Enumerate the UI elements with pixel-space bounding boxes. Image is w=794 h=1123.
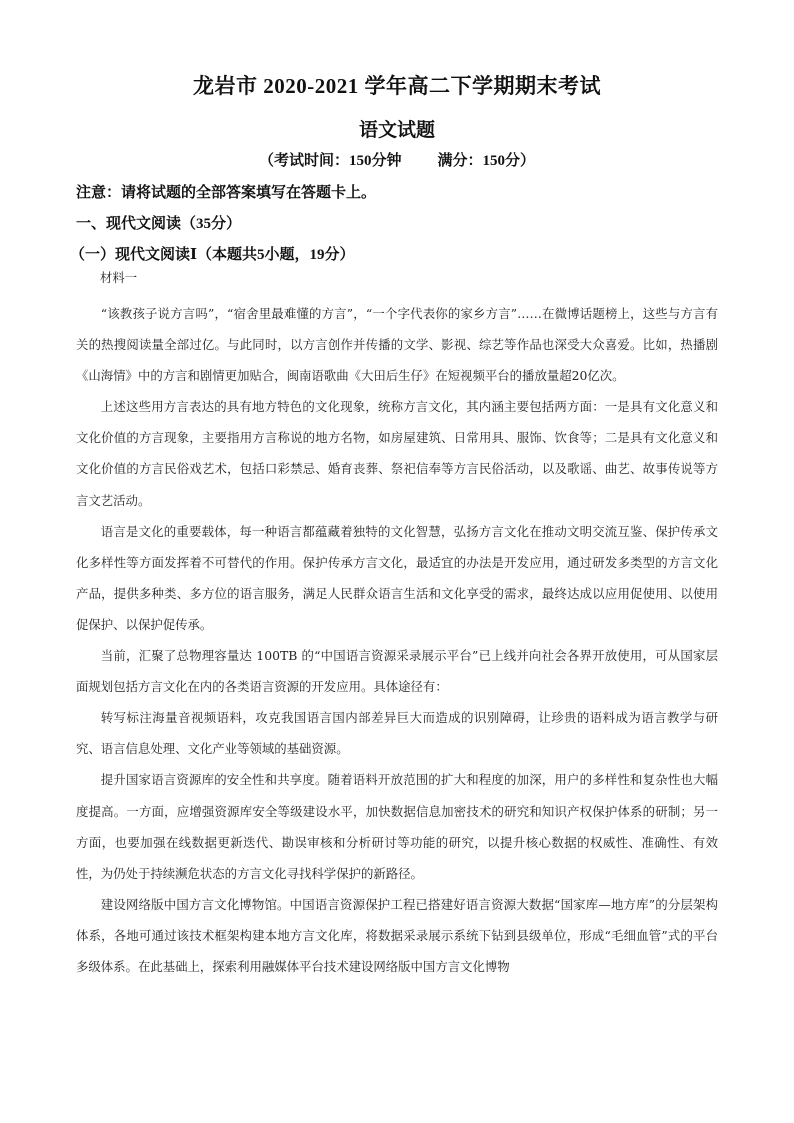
document-subtitle: 语文试题 [358, 120, 435, 141]
subsection-heading: （一）现代文阅读Ⅰ（本题共5小题，19分） [70, 247, 355, 263]
material-label: 材料一 [100, 270, 138, 285]
paragraph: 转写标注海量音视频语料，攻克我国语言国内部差异巨大而造成的识别障碍，让珍贵的语料成为语言教学与研究、语言信息处理、文化产业等领域的基础资源。 [76, 710, 718, 757]
paragraph: 上述这些用方言表达的具有地方特色的文化现象，统称方言文化，其内涵主要包括两方面：一是具有文化意义和文化价值的方言现象，主要指用方言称说的地方名物，如房屋建筑、日常用具、服饰、饮食等；二是具有文化意义和文化价值的方言民俗戏艺术，包括口彩禁忌、婚育丧葬、祭祀信奉等方言民俗活动，以及歌谣、曲艺、故事传说等方言文艺活动。 [76, 399, 718, 508]
paragraph: “该教孩子说方言吗”，“宿舍里最难懂的方言”，“一个字代表你的家乡方言”……在微博话题榜上，这些与方言有关的热搜阅读量全部过亿。与此同时，以方言创作并传播的文学、影视、综艺等作品也深受大众喜爱。比如，热播剧《山海情》中的方言和剧情更加贴合，闽南语歌曲《大田后生仔》在短视频平台的播放量超20亿次。 [76, 306, 718, 384]
paragraph: 当前，汇聚了总物理容量达 100TB 的“中国语言资源采录展示平台”已上线并向社会各界开放使用，可从国家层面规划包括方言文化在内的各类语言资源的开发应用。具体途径有： [76, 648, 718, 695]
full-score: 满分：150分） [437, 153, 536, 169]
document-title: 龙岩市 2020-2021 学年高二下学期期末考试 [193, 74, 601, 98]
paragraph: 语言是文化的重要载体，每一种语言都蕴藏着独特的文化智慧，弘扬方言文化在推动文明交流互鉴、保护传承文化多样性等方面发挥着不可替代的作用。保护传承方言文化，最适宜的办法是开发应用，通过研发多类型的方言文化产品，提供多种类、多方位的语言服务，满足人民群众语言生活和文化享受的需求，最终达成以应用促使用、以使用促保护、以保护促传承。 [76, 523, 718, 632]
article-body [76, 298, 718, 982]
paragraph: 提升国家语言资源库的安全性和共享度。随着语料开放范围的扩大和程度的加深，用户的多样性和复杂性也大幅度提高。一方面，应增强资源库安全等级建设水平，加快数据信息加密技术的研究和知识产权保护体系的研制；另一方面，也要加强在线数据更新迭代、勘误审核和分析研讨等功能的研究，以提升核心数据的权威性、准确性、有效性，为仍处于持续濒危状态的方言文化寻找科学保护的新路径。 [76, 772, 718, 881]
notice: 注意：请将试题的全部答案填写在答题卡上。 [76, 185, 377, 201]
exam-time: （考试时间：150分钟 [258, 153, 402, 169]
exam-info [0, 149, 794, 170]
section-heading: 一、现代文阅读（35分） [76, 216, 242, 232]
paragraph: 建设网络版中国方言文化博物馆。中国语言资源保护工程已搭建好语言资源大数据“国家库—地方库”的分层架构体系，各地可通过该技术框架构建本地方言文化库，将数据采录展示系统下钻到县级单位，形成“毛细血管”式的平台多级体系。在此基础上，探索利用融媒体平台技术建设网络版中国方言文化博物 [76, 896, 718, 974]
